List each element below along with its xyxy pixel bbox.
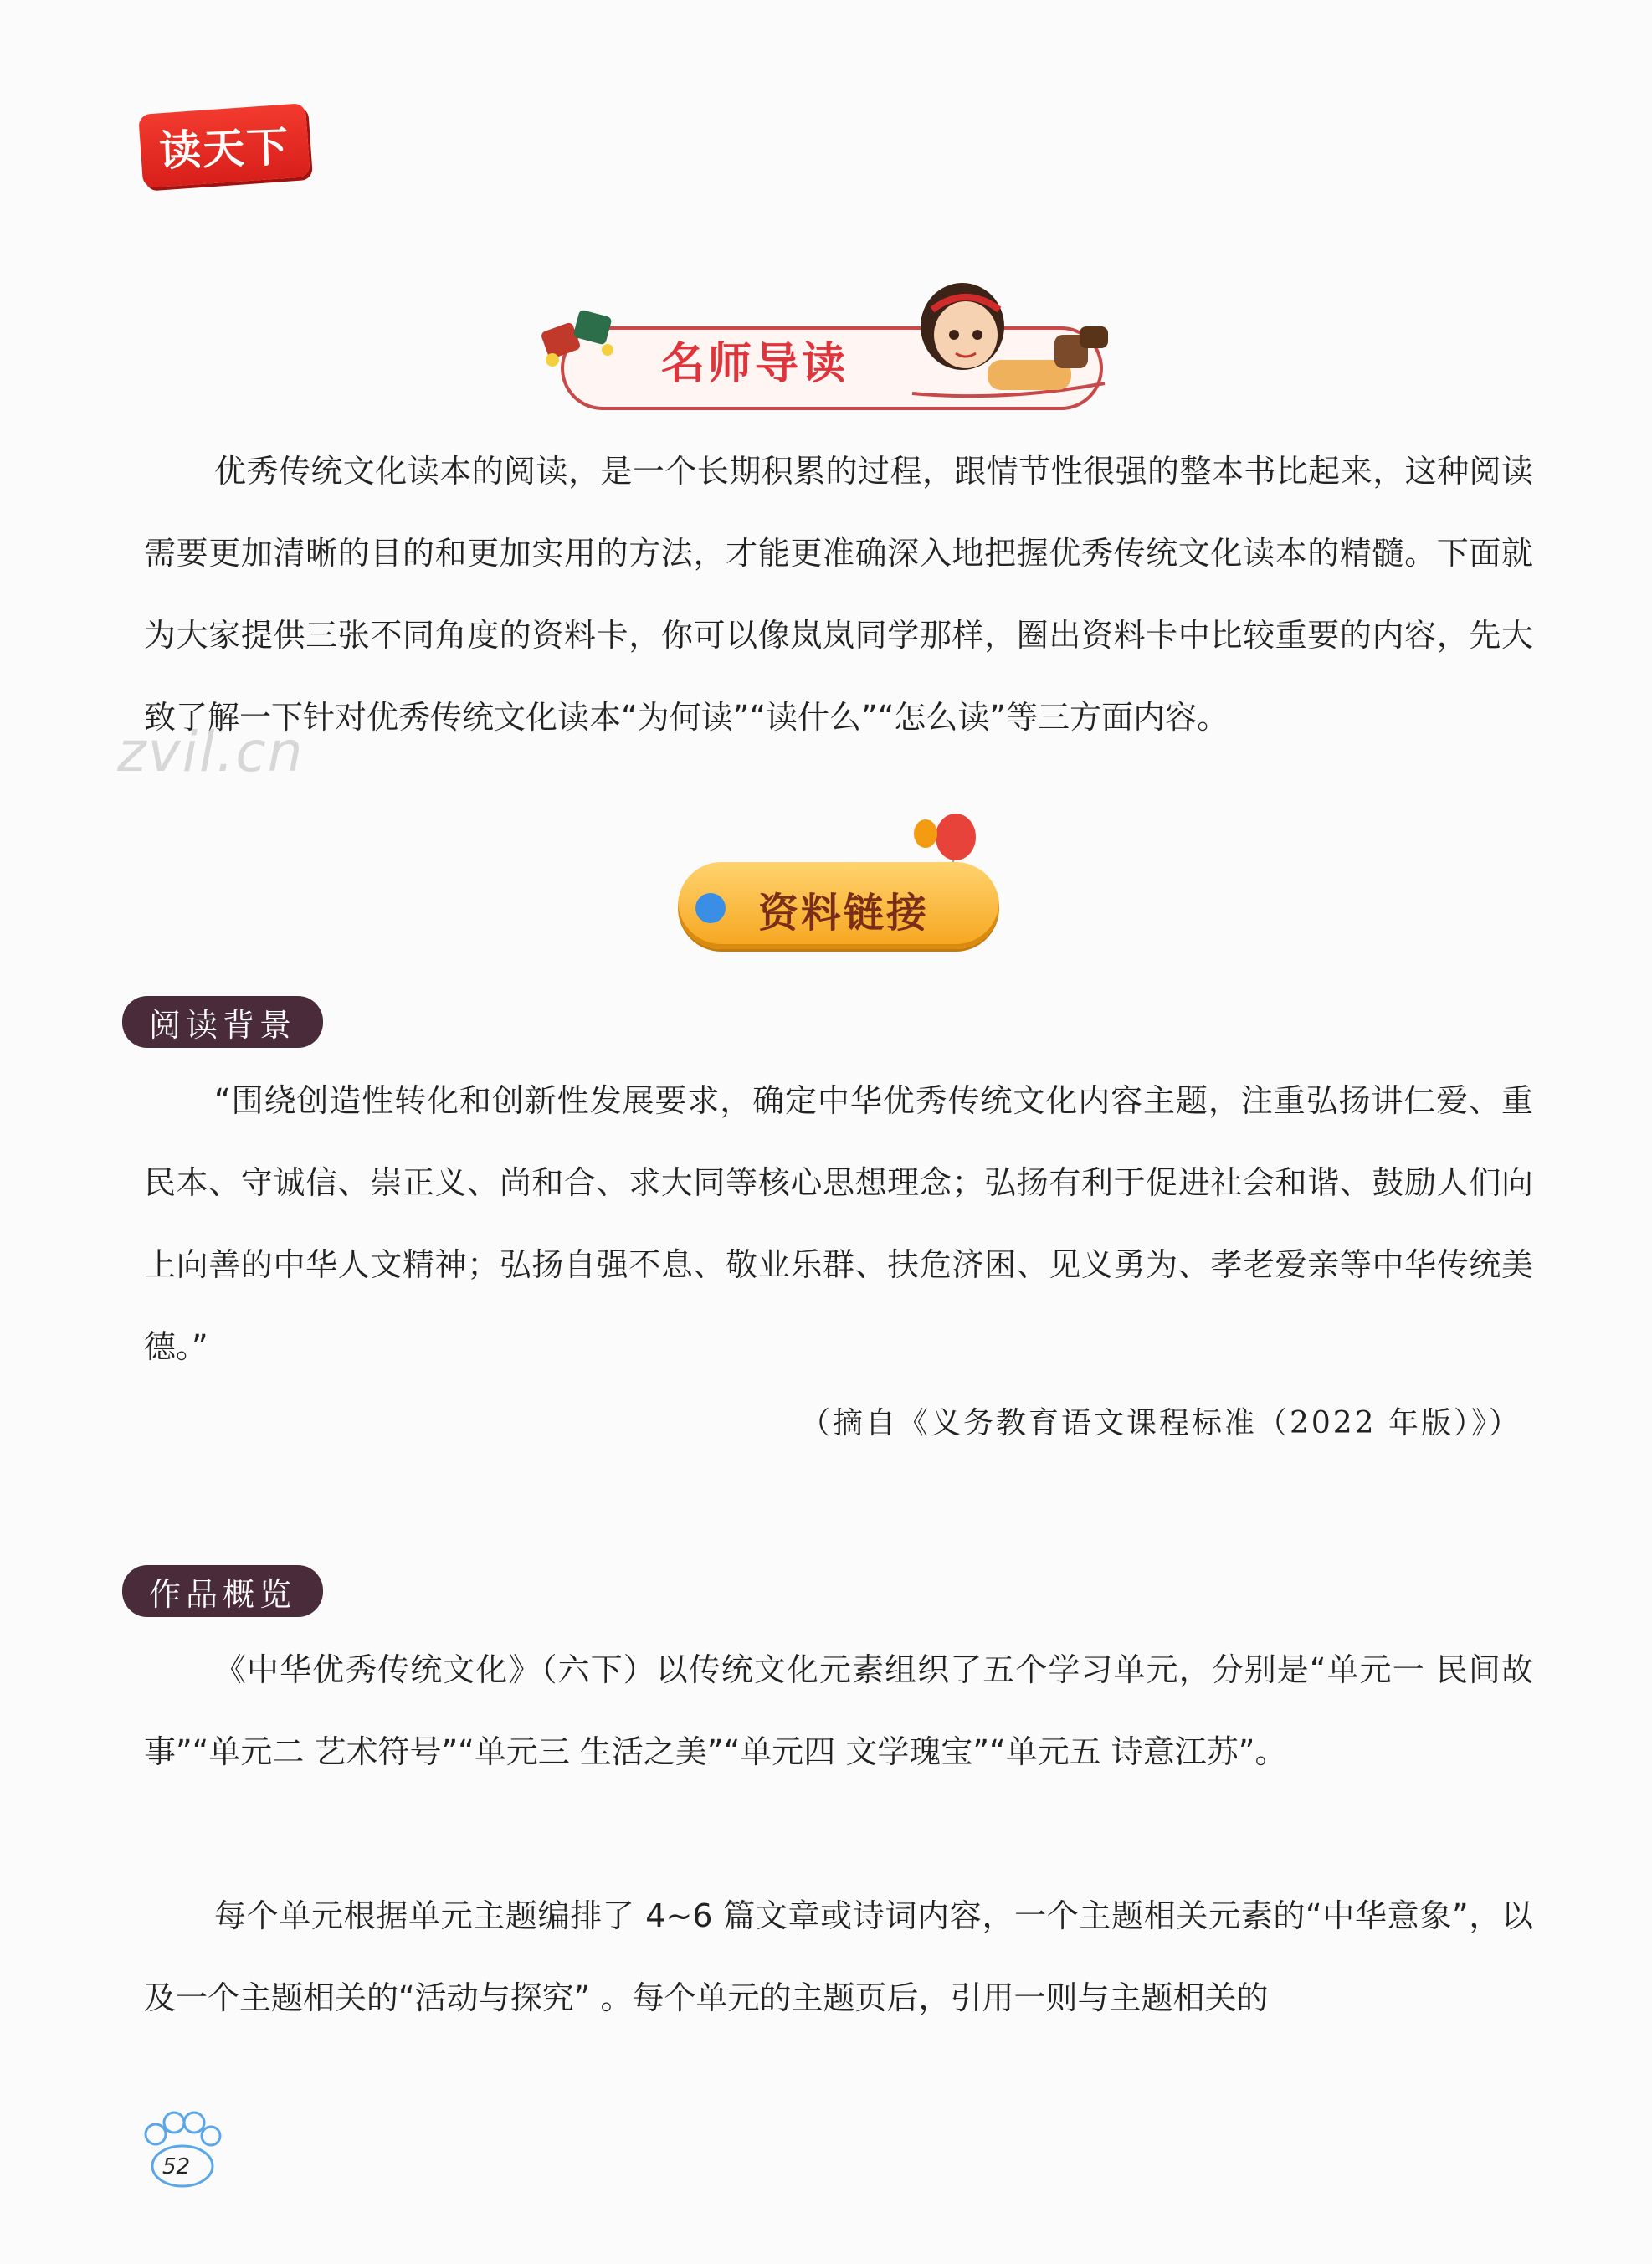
girl-illustration-icon — [895, 276, 1121, 402]
work-overview-tag — [122, 1565, 323, 1617]
teacher-guide-banner — [536, 276, 1121, 410]
logo-tag — [138, 103, 310, 188]
quote-source: （摘自《义务教育语文课程标准（2022 年版）》） — [799, 1406, 1521, 1440]
reading-background-tag — [122, 996, 323, 1048]
watermark: zvil.cn — [117, 720, 305, 784]
overview-paragraph-1: 《中华优秀传统文化》（六下）以传统文化元素组织了五个学习单元，分别是“单元一 民间故事”“单元二 艺术符号”“单元三 生活之美”“单元四 文学瑰宝”“单元五 诗意江苏”。 — [144, 1651, 1533, 1770]
reference-link-badge — [678, 803, 1013, 954]
page-number-paw — [139, 2109, 223, 2190]
overview-paragraph-2: 每个单元根据单元主题编排了 4~6 篇文章或诗词内容，一个主题相关元素的“中华意象”，以及一个主题相关的“活动与探究” 。每个单元的主题页后，引用一则与主题相关的 — [144, 1897, 1533, 2016]
intro-paragraph: 优秀传统文化读本的阅读，是一个长期积累的过程，跟情节性很强的整本书比起来，这种阅读需要更加清晰的目的和更加实用的方法，才能更准确深入地把握优秀传统文化读本的精髓。下面就为大家提供三张不同角度的资料卡，你可以像岚岚同学那样，圈出资料卡中比较重要的内容，先大致了解一下针对优秀传统文化读本“为何读”“读什么”“怎么读”等三方面内容。 — [144, 453, 1533, 736]
reading-background-label: 阅读背景 — [148, 1006, 296, 1044]
banner-title: 名师导读 — [661, 339, 849, 389]
logo-text: 读天下 — [158, 122, 291, 176]
work-overview-label: 作品概览 — [148, 1575, 296, 1613]
megaphone-icon — [536, 301, 628, 377]
page-number: 52 — [162, 2154, 191, 2179]
curriculum-quote-paragraph: “围绕创造性转化和创新性发展要求，确定中华优秀传统文化内容主题，注重弘扬讲仁爱、重民本、守诚信、崇正义、尚和合、求大同等核心思想理念；弘扬有利于促进社会和谐、鼓励人们向上向善的中华人文精神；弘扬自强不息、敬业乐群、扶危济困、见义勇为、孝老爱亲等中华传统美德。” — [144, 1082, 1533, 1365]
blue-balloon-icon — [690, 887, 731, 929]
reference-link-label: 资料链接 — [758, 890, 930, 937]
